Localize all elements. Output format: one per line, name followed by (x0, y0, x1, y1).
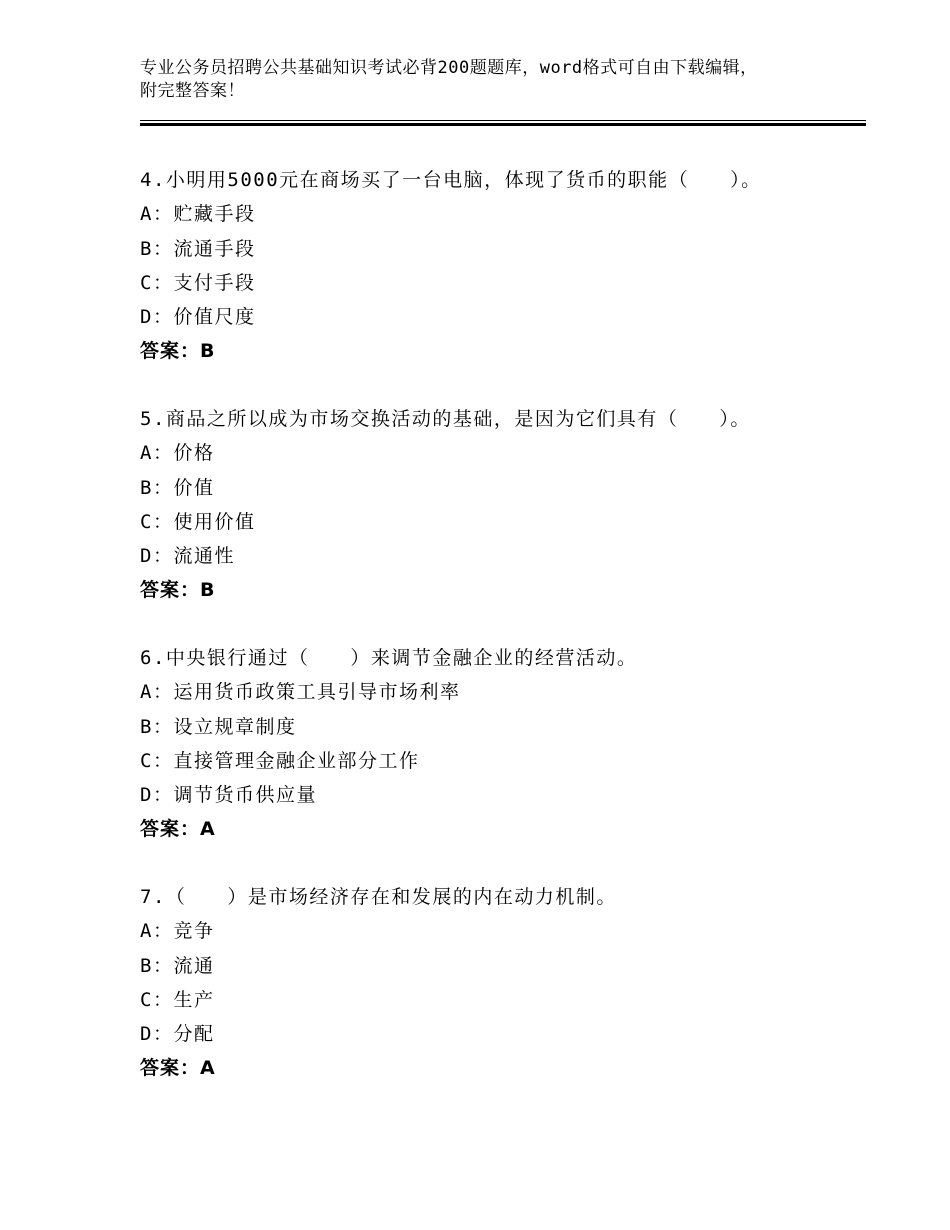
option-d: D：价值尺度 (140, 306, 256, 329)
option-c: C：使用价值 (140, 510, 256, 533)
option-a: A：竞争 (140, 920, 215, 943)
question-stem: 6.中央银行通过（ ）来调节金融企业的经营活动。 (140, 647, 638, 669)
option-c: C：支付手段 (140, 271, 256, 294)
question-block-5 (140, 402, 880, 608)
option-b: B：设立规章制度 (140, 715, 297, 738)
option-d: D：调节货币供应量 (140, 784, 317, 807)
option-a: A：贮藏手段 (140, 203, 256, 226)
question-block-4 (140, 163, 880, 369)
header-divider-thick (140, 123, 866, 126)
header-line-1: 专业公务员招聘公共基础知识考试必背200题题库，word格式可自由下载编辑， (140, 58, 758, 78)
option-c: C：生产 (140, 988, 215, 1011)
answer-line: 答案：B (140, 340, 216, 363)
option-b: B：价值 (140, 476, 215, 499)
option-b: B：流通 (140, 954, 215, 977)
answer-line: 答案：A (140, 818, 216, 841)
option-c: C：直接管理金融企业部分工作 (140, 749, 420, 772)
document-header (140, 57, 840, 103)
option-a: A：价格 (140, 442, 215, 465)
question-block-7 (140, 880, 880, 1086)
header-line-2: 附完整答案！ (140, 81, 245, 101)
header-divider-thin (140, 120, 866, 121)
answer-line: 答案：A (140, 1057, 216, 1080)
question-stem: 7.（ ）是市场经济存在和发展的内在动力机制。 (140, 886, 617, 908)
option-d: D：流通性 (140, 545, 235, 568)
answer-line: 答案：B (140, 579, 216, 602)
option-b: B：流通手段 (140, 237, 256, 260)
question-block-6 (140, 641, 880, 847)
option-a: A：运用货币政策工具引导市场利率 (140, 681, 461, 704)
question-stem: 5.商品之所以成为市场交换活动的基础，是因为它们具有（ ）。 (140, 408, 751, 430)
question-stem: 4.小明用5000元在商场买了一台电脑，体现了货币的职能（ ）。 (140, 169, 762, 191)
option-d: D：分配 (140, 1023, 215, 1046)
